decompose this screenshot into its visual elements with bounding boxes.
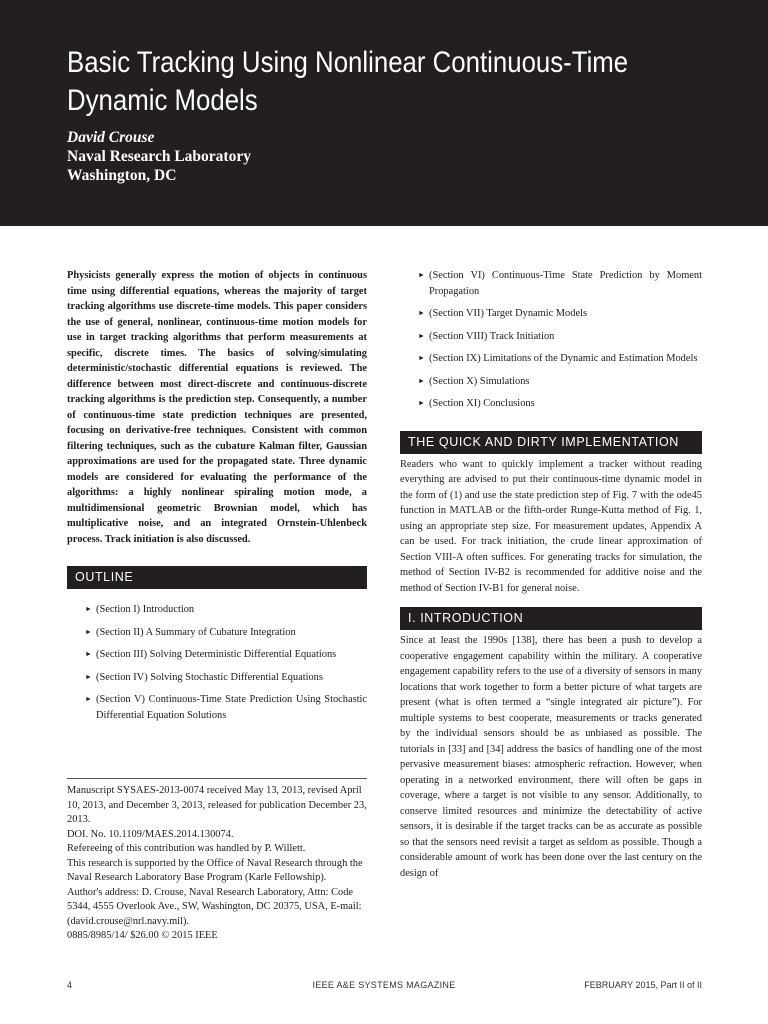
quick-text: Readers who want to quickly implement a tracker without reading everything are advised to put their continuous-time dynamic model in the form of (1) and use the state prediction step of Fig. 7 with the ode45 function in MATLAB or the fifth-order Runge-Kutta method of Fig. 1, using an appropriate step size. For measurement updates, Appendix A can be used. For track initiation, the crude linear approximation of Section VIII-A often suffices. For generating tracks for simulation, the method of Section IV-B2 is recommended for additive noise and the method of Section IV-B1 for general noise.	[400, 458, 702, 594]
left-column	[67, 268, 367, 730]
outline-item: ► (Section III) Solving Deterministic Differential Equations	[85, 647, 367, 663]
page-footer	[0, 980, 768, 994]
outline-item: ► (Section IX) Limitations of the Dynamic and Estimation Models	[418, 351, 702, 367]
title-line-2: Dynamic Models	[67, 84, 258, 117]
intro-text: Since at least the 1990s [138], there has been a push to develop a cooperative engagement capability within the military. A cooperative engagement capability refers to the use of a diversity of sensors in many locations that work together to form a better picture of what targets are present (what is often termed a “single integrated air picture”). For multiple systems to best cooperate, measurements or tracks generated by the individual sensors should be as unbiased as possible. The tutorials in [33] and [34] address the basics of handling one of the most pervasive measurement biases: atmospheric refraction. However, when operating in a networked environment, there will often be gaps in coverage, where a target is not visible to any sensor. Additionally, to conserve limited resources and minimize the detectability of active sensors, it is desirable if the target tracks can be as accurate as possible so that the sensors need revisit a target as seldom as possible. Though a considerable amount of work has been done over the last century on the design of	[400, 635, 702, 879]
issue-date: FEBRUARY 2015, Part II of II	[584, 980, 702, 990]
intro-heading: I. INTRODUCTION	[400, 607, 702, 630]
outline-item: ► (Section I) Introduction	[85, 602, 367, 618]
outline-item: ► (Section VI) Continuous-Time State Prediction by Moment Propagation	[418, 268, 702, 299]
outline-list	[67, 602, 367, 723]
outline-item: ► (Section II) A Summary of Cubature Integration	[85, 625, 367, 641]
outline-item: ► (Section VIII) Track Initiation	[418, 329, 702, 345]
quick-heading: THE QUICK AND DIRTY IMPLEMENTATION	[400, 431, 702, 454]
right-column	[400, 268, 702, 881]
author-affiliation: Naval Research Laboratory	[67, 148, 251, 165]
footnote-copyright: 0885/8985/14/ $26.00 © 2015 IEEE	[67, 930, 218, 941]
outline-heading: OUTLINE	[67, 566, 367, 589]
outline-item: ► (Section IV) Solving Stochastic Differential Equations	[85, 670, 367, 686]
outline-item: ► (Section VII) Target Dynamic Models	[418, 306, 702, 322]
outline-list-continued	[400, 268, 702, 412]
footnote	[67, 778, 367, 944]
magazine-name: IEEE A&E SYSTEMS MAGAZINE	[312, 980, 456, 990]
outline-item: ► (Section V) Continuous-Time State Prediction Using Stochastic Differential Equation Solutions	[85, 692, 367, 723]
author-location: Washington, DC	[67, 167, 177, 184]
footnote-doi: DOI. No. 10.1109/MAES.2014.130074.	[67, 828, 234, 840]
article-title	[67, 44, 635, 120]
title-banner	[0, 0, 768, 226]
outline-item: ► (Section X) Simulations	[418, 374, 702, 390]
author-name: David Crouse	[67, 129, 155, 146]
abstract: Physicists generally express the motion of objects in continuous time using differential equations, whereas the majority of target tracking algorithms use discrete-time models. This paper considers the use of general, nonlinear, continuous-time motion models for use in target tracking algorithms that perform measurements at specific, discrete times. The basics of solving/simulating deterministic/stochastic differential equations is reviewed. The difference between most direct-discrete and continuous-discrete tracking algorithms is the prediction step. Consequently, a number of continuous-time state prediction techniques are presented, focusing on derivative-free techniques. Consistent with common filtering techniques, such as the cubature Kalman filter, Gaussian approximations are used for the propagated state. Three dynamic models are considered for evaluating the performance of the algorithms: a highly nonlinear spiraling motion mode, a multidimensional geometric Brownian model, which has multiplicative noise, and an integrated Ornstein-Uhlenbeck process. Track initiation is also discussed.	[67, 270, 367, 545]
outline-item: ► (Section XI) Conclusions	[418, 396, 702, 412]
footnote-manuscript: Manuscript SYSAES-2013-0074 received May 13, 2013, revised April 10, 2013, and December 3, 2013, released for publication December 23, 2013.	[67, 785, 367, 825]
footnote-address: Author's address: D. Crouse, Naval Research Laboratory, Attn: Code 5344, 4555 Overlook Ave., SW, Washington, DC 20375, USA, E-mail: (david.crouse@nrl.navy.mil).	[67, 886, 362, 927]
page-number: 4	[67, 980, 73, 990]
footnote-support: This research is supported by the Office of Naval Research through the Naval Research Laboratory Base Program (Karle Fellowship).	[67, 857, 363, 883]
title-line-1: Basic Tracking Using Nonlinear Continuous-Time	[67, 46, 629, 79]
footnote-refereeing: Refereeing of this contribution was handled by P. Willett.	[67, 843, 306, 854]
author-block	[67, 128, 251, 185]
